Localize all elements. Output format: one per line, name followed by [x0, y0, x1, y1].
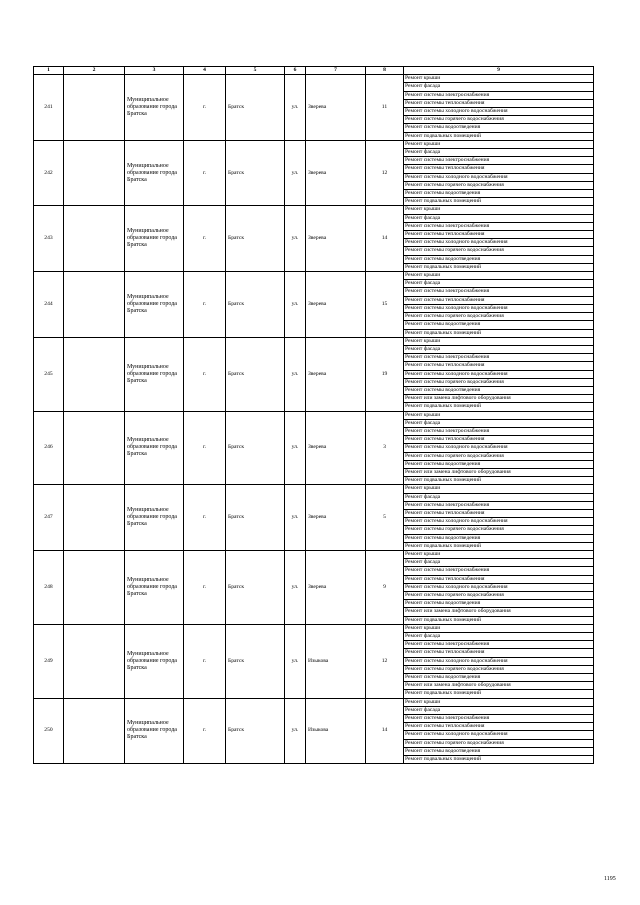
house-number: 11 — [366, 75, 404, 141]
empty-cell — [64, 75, 125, 141]
empty-cell — [64, 411, 125, 485]
repair-work-item: Ремонт подвальных помещений — [404, 477, 594, 485]
col-header-6: 6 — [285, 67, 306, 75]
repair-work-item: Ремонт фасада — [404, 345, 594, 353]
repair-work-item: Ремонт фасада — [404, 149, 594, 157]
repair-work-item: Ремонт крыши — [404, 550, 594, 558]
house-number: 12 — [366, 140, 404, 206]
street-type: ул. — [285, 485, 306, 551]
house-number: 3 — [366, 411, 404, 485]
empty-cell — [64, 140, 125, 206]
street-name: Изыкова — [306, 698, 366, 764]
city-name: Братск — [226, 698, 285, 764]
repair-work-item: Ремонт системы водоотведения — [404, 190, 594, 198]
empty-cell — [64, 698, 125, 764]
repair-work-item: Ремонт подвальных помещений — [404, 616, 594, 624]
repair-work-item: Ремонт крыши — [404, 485, 594, 493]
row-number: 247 — [34, 485, 64, 551]
repair-work-item: Ремонт системы теплоснабжения — [404, 165, 594, 173]
repair-work-item: Ремонт системы горячего водоснабжения — [404, 526, 594, 534]
repair-work-item: Ремонт фасада — [404, 493, 594, 501]
repair-work-item: Ремонт или замена лифтового оборудования — [404, 468, 594, 476]
house-number: 14 — [366, 698, 404, 764]
street-type: ул. — [285, 337, 306, 411]
row-number: 249 — [34, 624, 64, 698]
repair-work-item: Ремонт системы холодного водоснабжения — [404, 518, 594, 526]
empty-cell — [64, 624, 125, 698]
repair-work-item: Ремонт системы холодного водоснабжения — [404, 444, 594, 452]
table-row — [34, 272, 594, 280]
repair-work-item: Ремонт крыши — [404, 272, 594, 280]
col-header-5: 5 — [226, 67, 285, 75]
repair-work-item: Ремонт крыши — [404, 206, 594, 214]
repair-work-item: Ремонт системы водоотведения — [404, 386, 594, 394]
city-type: г. — [184, 411, 226, 485]
owner-name: Муниципальное образование города Братска — [125, 140, 184, 206]
col-header-8: 8 — [366, 67, 404, 75]
street-type: ул. — [285, 550, 306, 624]
repair-work-item: Ремонт системы электроснабжения — [404, 501, 594, 509]
row-number: 246 — [34, 411, 64, 485]
city-name: Братск — [226, 411, 285, 485]
street-name: Зверева — [306, 75, 366, 141]
row-number: 245 — [34, 337, 64, 411]
row-number: 242 — [34, 140, 64, 206]
city-name: Братск — [226, 550, 285, 624]
table-row — [34, 550, 594, 558]
document-page — [33, 66, 593, 764]
page-number: 1195 — [604, 876, 616, 882]
house-number: 19 — [366, 337, 404, 411]
repair-work-item: Ремонт системы горячего водоснабжения — [404, 378, 594, 386]
street-name: Зверева — [306, 272, 366, 338]
repair-work-item: Ремонт системы водоотведения — [404, 255, 594, 263]
city-type: г. — [184, 140, 226, 206]
repair-work-item: Ремонт системы холодного водоснабжения — [404, 173, 594, 181]
repair-work-item: Ремонт подвальных помещений — [404, 403, 594, 411]
house-number: 14 — [366, 206, 404, 272]
repair-work-item: Ремонт системы водоотведения — [404, 600, 594, 608]
repair-work-item: Ремонт системы холодного водоснабжения — [404, 657, 594, 665]
city-type: г. — [184, 272, 226, 338]
repair-work-item: Ремонт системы горячего водоснабжения — [404, 592, 594, 600]
repair-work-item: Ремонт или замена лифтового оборудования — [404, 682, 594, 690]
repair-work-item: Ремонт системы теплоснабжения — [404, 99, 594, 107]
col-header-4: 4 — [184, 67, 226, 75]
table-row — [34, 75, 594, 83]
repair-work-item: Ремонт системы теплоснабжения — [404, 509, 594, 517]
street-type: ул. — [285, 698, 306, 764]
repair-work-item: Ремонт системы электроснабжения — [404, 157, 594, 165]
repair-work-item: Ремонт системы горячего водоснабжения — [404, 739, 594, 747]
street-name: Зверева — [306, 485, 366, 551]
city-type: г. — [184, 550, 226, 624]
house-number: 12 — [366, 624, 404, 698]
repair-work-item: Ремонт фасада — [404, 419, 594, 427]
street-type: ул. — [285, 624, 306, 698]
street-type: ул. — [285, 206, 306, 272]
owner-name: Муниципальное образование города Братска — [125, 206, 184, 272]
owner-name: Муниципальное образование города Братска — [125, 337, 184, 411]
repair-work-item: Ремонт системы теплоснабжения — [404, 723, 594, 731]
repair-work-item: Ремонт системы холодного водоснабжения — [404, 583, 594, 591]
city-type: г. — [184, 485, 226, 551]
owner-name: Муниципальное образование города Братска — [125, 272, 184, 338]
city-type: г. — [184, 337, 226, 411]
owner-name: Муниципальное образование города Братска — [125, 485, 184, 551]
repair-work-item: Ремонт системы электроснабжения — [404, 715, 594, 723]
repair-work-item: Ремонт крыши — [404, 624, 594, 632]
street-name: Зверева — [306, 411, 366, 485]
repair-work-item: Ремонт фасада — [404, 706, 594, 714]
table-row — [34, 140, 594, 148]
house-number: 9 — [366, 550, 404, 624]
repair-work-item: Ремонт системы водоотведения — [404, 747, 594, 755]
city-type: г. — [184, 624, 226, 698]
repair-work-item: Ремонт системы электроснабжения — [404, 567, 594, 575]
repair-work-item: Ремонт системы горячего водоснабжения — [404, 313, 594, 321]
repair-work-item: Ремонт системы холодного водоснабжения — [404, 304, 594, 312]
repair-work-item: Ремонт крыши — [404, 337, 594, 345]
street-name: Зверева — [306, 550, 366, 624]
owner-name: Муниципальное образование города Братска — [125, 411, 184, 485]
table-row — [34, 411, 594, 419]
repair-work-item: Ремонт фасада — [404, 83, 594, 91]
city-name: Братск — [226, 485, 285, 551]
repair-work-item: Ремонт системы теплоснабжения — [404, 649, 594, 657]
repair-work-item: Ремонт системы теплоснабжения — [404, 362, 594, 370]
repair-work-item: Ремонт системы теплоснабжения — [404, 296, 594, 304]
repair-work-item: Ремонт системы электроснабжения — [404, 641, 594, 649]
city-name: Братск — [226, 337, 285, 411]
house-number: 5 — [366, 485, 404, 551]
row-number: 248 — [34, 550, 64, 624]
repair-work-item: Ремонт системы горячего водоснабжения — [404, 116, 594, 124]
repair-work-item: Ремонт или замена лифтового оборудования — [404, 395, 594, 403]
street-type: ул. — [285, 140, 306, 206]
repair-work-item: Ремонт или замена лифтового оборудования — [404, 608, 594, 616]
empty-cell — [64, 206, 125, 272]
street-type: ул. — [285, 272, 306, 338]
repair-work-item: Ремонт системы водоотведения — [404, 460, 594, 468]
repair-work-item: Ремонт фасада — [404, 280, 594, 288]
repair-work-item: Ремонт системы горячего водоснабжения — [404, 181, 594, 189]
repair-work-item: Ремонт системы горячего водоснабжения — [404, 665, 594, 673]
table-row — [34, 485, 594, 493]
repair-work-item: Ремонт крыши — [404, 411, 594, 419]
empty-cell — [64, 550, 125, 624]
table-row — [34, 624, 594, 632]
repair-work-item: Ремонт крыши — [404, 140, 594, 148]
city-name: Братск — [226, 75, 285, 141]
empty-cell — [64, 337, 125, 411]
empty-cell — [64, 272, 125, 338]
street-name: Зверева — [306, 337, 366, 411]
city-name: Братск — [226, 206, 285, 272]
repair-work-item: Ремонт системы холодного водоснабжения — [404, 370, 594, 378]
repair-work-item: Ремонт системы электроснабжения — [404, 427, 594, 435]
street-name: Зверева — [306, 206, 366, 272]
city-type: г. — [184, 698, 226, 764]
repair-work-item: Ремонт крыши — [404, 75, 594, 83]
street-type: ул. — [285, 75, 306, 141]
repair-work-item: Ремонт системы водоотведения — [404, 674, 594, 682]
row-number: 243 — [34, 206, 64, 272]
repair-work-item: Ремонт системы электроснабжения — [404, 91, 594, 99]
repair-work-item: Ремонт подвальных помещений — [404, 329, 594, 337]
row-number: 241 — [34, 75, 64, 141]
empty-cell — [64, 485, 125, 551]
repair-work-item: Ремонт фасада — [404, 633, 594, 641]
repair-work-item: Ремонт фасада — [404, 214, 594, 222]
repair-work-item: Ремонт системы горячего водоснабжения — [404, 247, 594, 255]
row-number: 250 — [34, 698, 64, 764]
street-type: ул. — [285, 411, 306, 485]
repair-work-item: Ремонт системы водоотведения — [404, 534, 594, 542]
repair-program-table — [33, 66, 594, 764]
repair-work-item: Ремонт системы водоотведения — [404, 321, 594, 329]
repair-work-item: Ремонт системы холодного водоснабжения — [404, 108, 594, 116]
table-row — [34, 698, 594, 706]
repair-work-item: Ремонт подвальных помещений — [404, 756, 594, 764]
repair-work-item: Ремонт системы электроснабжения — [404, 222, 594, 230]
city-name: Братск — [226, 272, 285, 338]
col-header-1: 1 — [34, 67, 64, 75]
owner-name: Муниципальное образование города Братска — [125, 75, 184, 141]
repair-work-item: Ремонт фасада — [404, 559, 594, 567]
col-header-7: 7 — [306, 67, 366, 75]
city-name: Братск — [226, 140, 285, 206]
table-row — [34, 206, 594, 214]
repair-work-item: Ремонт подвальных помещений — [404, 263, 594, 271]
table-body — [34, 75, 594, 764]
repair-work-item: Ремонт системы электроснабжения — [404, 354, 594, 362]
repair-work-item: Ремонт подвальных помещений — [404, 198, 594, 206]
city-type: г. — [184, 75, 226, 141]
house-number: 15 — [366, 272, 404, 338]
row-number: 244 — [34, 272, 64, 338]
repair-work-item: Ремонт подвальных помещений — [404, 690, 594, 698]
col-header-3: 3 — [125, 67, 184, 75]
repair-work-item: Ремонт системы теплоснабжения — [404, 575, 594, 583]
street-name: Зверева — [306, 140, 366, 206]
street-name: Изыкова — [306, 624, 366, 698]
repair-work-item: Ремонт подвальных помещений — [404, 132, 594, 140]
header-row — [34, 67, 594, 75]
repair-work-item: Ремонт системы электроснабжения — [404, 288, 594, 296]
city-name: Братск — [226, 624, 285, 698]
col-header-9: 9 — [404, 67, 594, 75]
city-type: г. — [184, 206, 226, 272]
repair-work-item: Ремонт системы холодного водоснабжения — [404, 239, 594, 247]
repair-work-item: Ремонт системы теплоснабжения — [404, 231, 594, 239]
repair-work-item: Ремонт подвальных помещений — [404, 542, 594, 550]
repair-work-item: Ремонт системы холодного водоснабжения — [404, 731, 594, 739]
owner-name: Муниципальное образование города Братска — [125, 550, 184, 624]
repair-work-item: Ремонт системы теплоснабжения — [404, 436, 594, 444]
col-header-2: 2 — [64, 67, 125, 75]
repair-work-item: Ремонт системы горячего водоснабжения — [404, 452, 594, 460]
owner-name: Муниципальное образование города Братска — [125, 698, 184, 764]
repair-work-item: Ремонт крыши — [404, 698, 594, 706]
table-row — [34, 337, 594, 345]
owner-name: Муниципальное образование города Братска — [125, 624, 184, 698]
repair-work-item: Ремонт системы водоотведения — [404, 124, 594, 132]
